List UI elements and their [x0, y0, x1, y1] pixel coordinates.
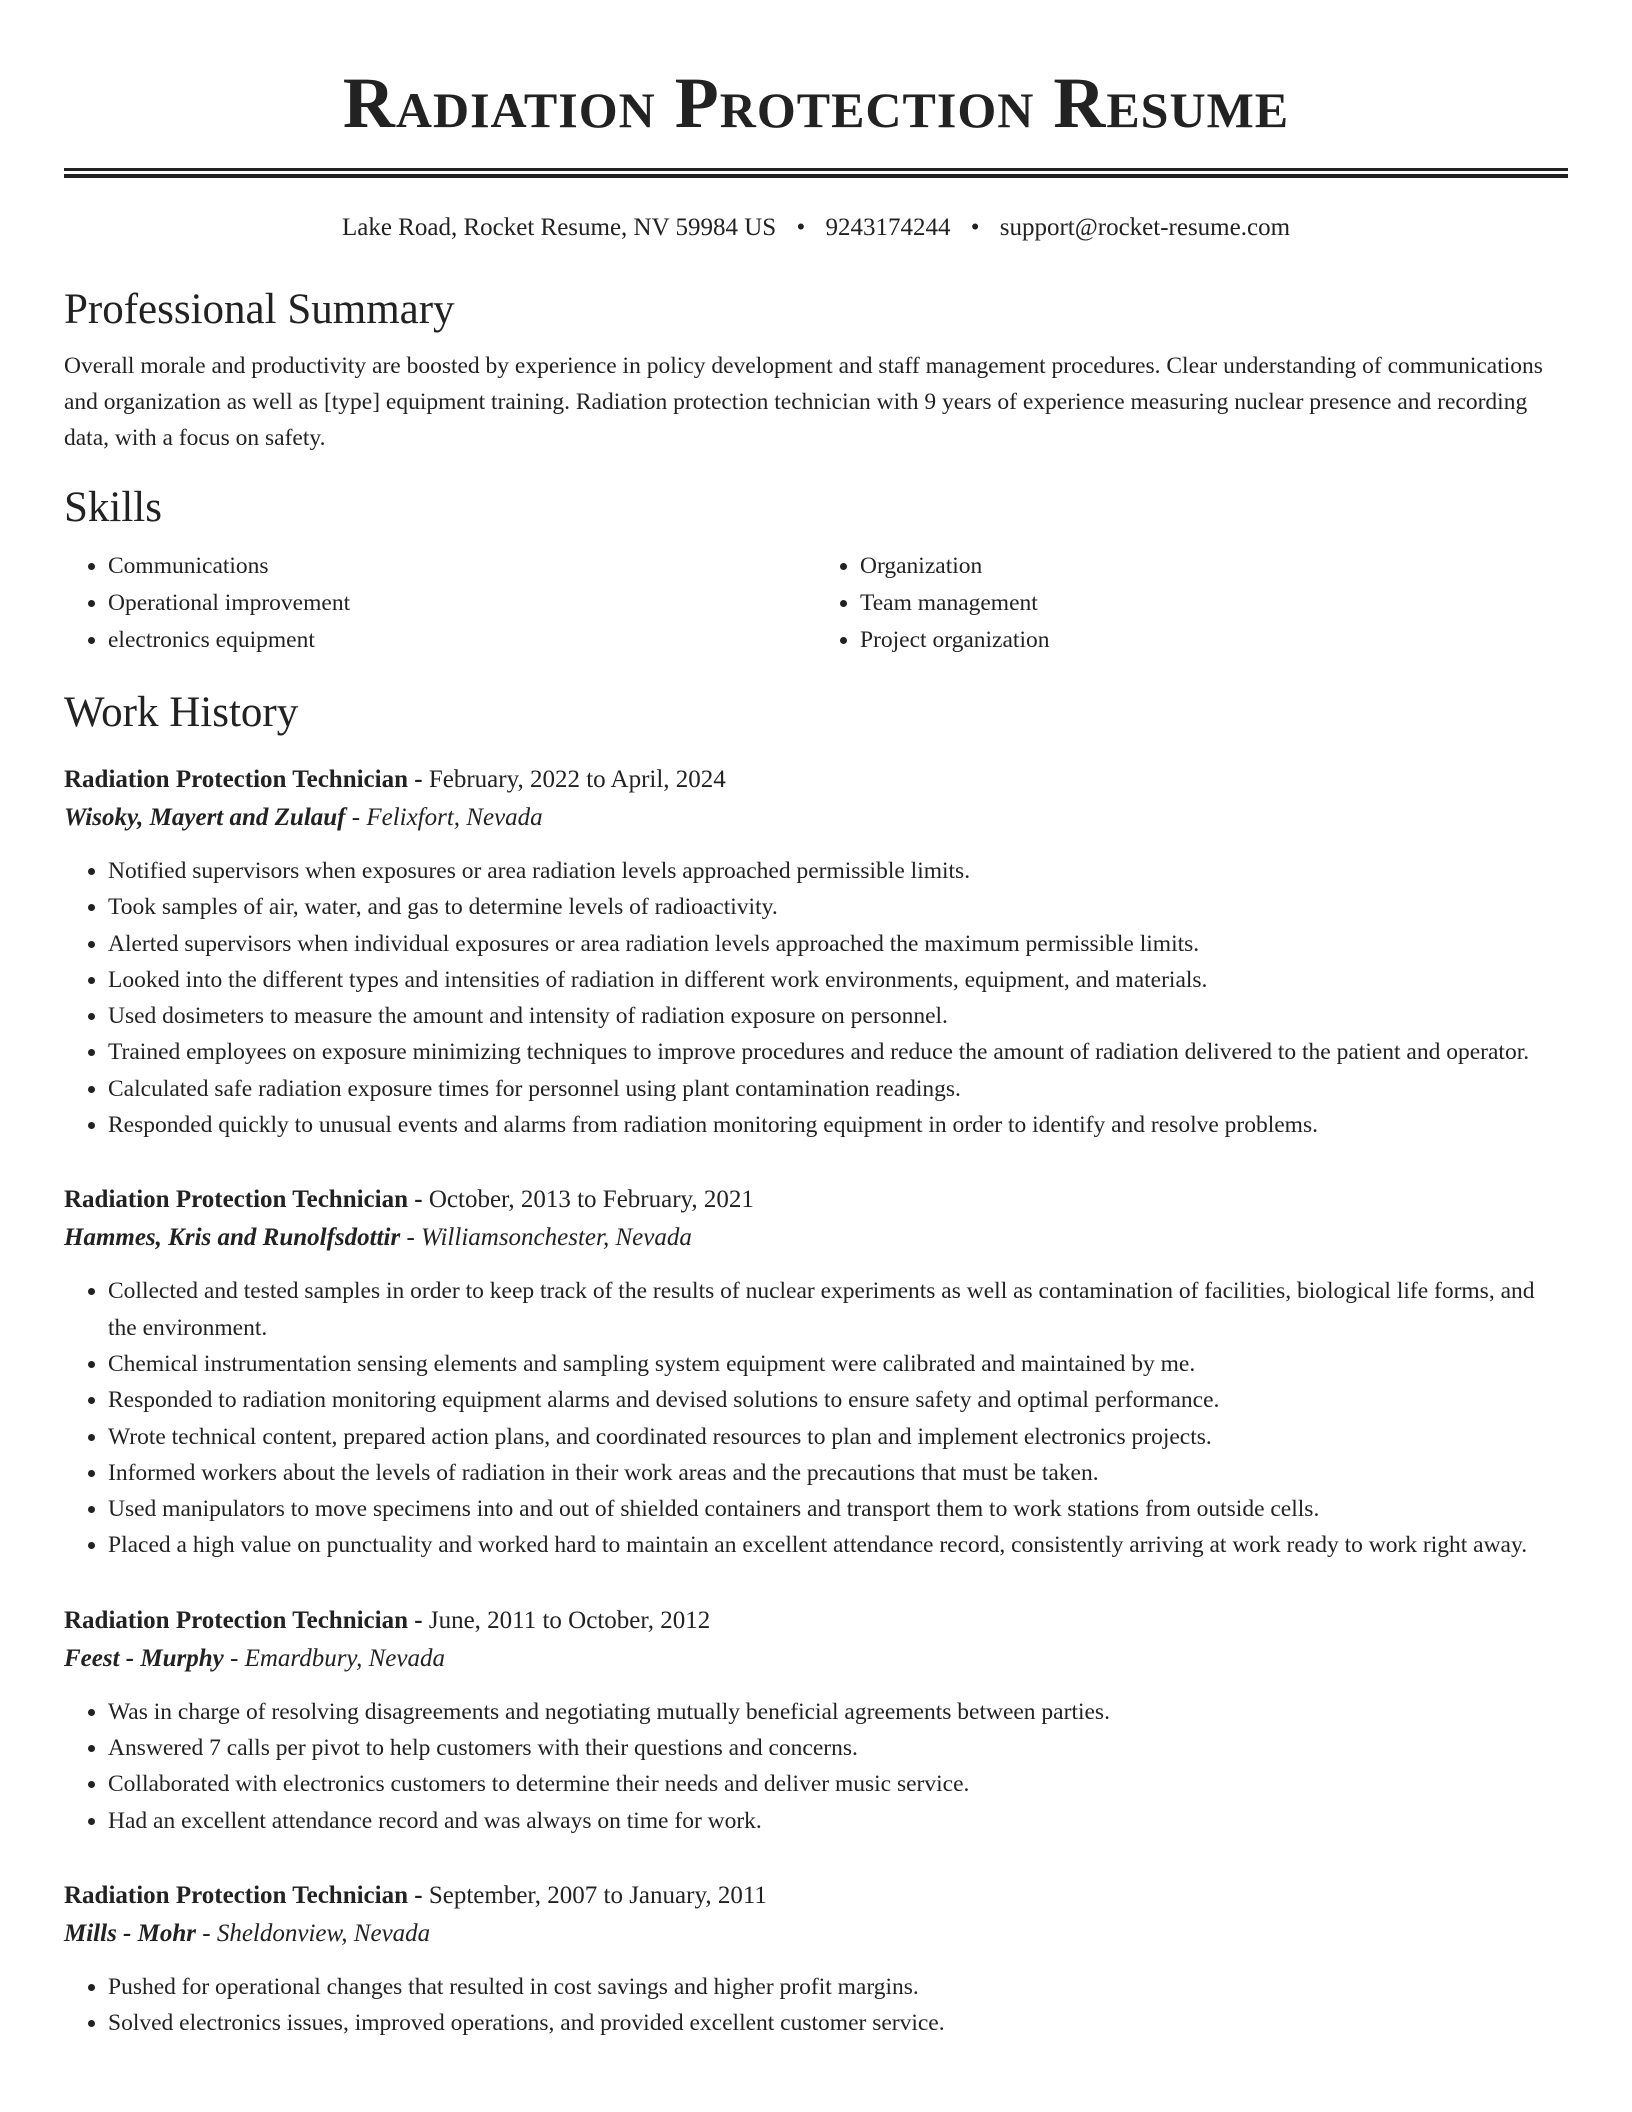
job-bullet: • Notified supervisors when exposures or area radiation levels approached permissible limits.	[108, 853, 1568, 889]
job-bullet: • Took samples of air, water, and gas to determine levels of radioactivity.	[108, 889, 1568, 925]
job-entry	[64, 1877, 1568, 2042]
job-bullet: • Used manipulators to move specimens into and out of shielded containers and transport them to work stations from outside cells.	[108, 1491, 1568, 1527]
job-location: Sheldonview, Nevada	[216, 1919, 431, 1947]
job-bullet: • Wrote technical content, prepared action plans, and coordinated resources to plan and implement electronics projects.	[108, 1419, 1568, 1455]
job-bullet: • Looked into the different types and intensities of radiation in different work environments, equipment, and materials.	[108, 962, 1568, 998]
job-company: Hammes, Kris and Runolfsdottir	[64, 1224, 401, 1252]
job-bullet: • Collaborated with electronics customers to determine their needs and deliver music service.	[108, 1766, 1568, 1802]
job-dash: -	[406, 1224, 415, 1252]
skill-item: • Communications	[108, 548, 816, 585]
job-bullet: • Chemical instrumentation sensing elements and sampling system equipment were calibrated and maintained by me.	[108, 1346, 1568, 1382]
skills-heading: Skills	[64, 484, 162, 531]
job-title-line	[64, 1877, 1568, 1915]
job-title-line	[64, 761, 1568, 799]
contact-address: Lake Road, Rocket Resume, NV 59984 US	[341, 214, 777, 241]
job-title-line	[64, 1602, 1568, 1640]
job-dates: September, 2007 to January, 2011	[428, 1881, 767, 1909]
job-location: Williamsonchester, Nevada	[421, 1224, 692, 1252]
job-bullet: • Was in charge of resolving disagreements and negotiating mutually beneficial agreements between parties.	[108, 1694, 1568, 1730]
job-company-line	[64, 1219, 1568, 1257]
job-bullet: • Used dosimeters to measure the amount and intensity of radiation exposure on personnel.	[108, 998, 1568, 1034]
job-bullet: • Pushed for operational changes that resulted in cost savings and higher profit margins.	[108, 1969, 1568, 2005]
job-dash: -	[229, 1644, 239, 1672]
summary-text: Overall morale and productivity are boosted by experience in policy development and staff management procedures. Clear understanding of communications and organization as well as [type] equipment training. Radiation protection technician with 9 years of experience measuring nuclear presence and recording data, with a focus on safety.	[64, 353, 1543, 451]
contact-separator: •	[796, 214, 806, 241]
contact-email: support@rocket-resume.com	[999, 214, 1291, 241]
skills-column-right	[816, 548, 1568, 659]
skill-item: • Project organization	[860, 622, 1568, 659]
job-bullet: • Placed a high value on punctuality and worked hard to maintain an excellent attendance record, consistently arriving at work ready to work right away.	[108, 1527, 1568, 1563]
job-company: Mills - Mohr	[64, 1919, 196, 1947]
job-company: Feest - Murphy	[64, 1644, 224, 1672]
job-bullet: • Alerted supervisors when individual exposures or area radiation levels approached the maximum permissible limits.	[108, 926, 1568, 962]
work-history-heading: Work History	[64, 689, 299, 736]
job-bullet: • Responded quickly to unusual events and alarms from radiation monitoring equipment in order to identify and resolve problems.	[108, 1107, 1568, 1143]
job-entry	[64, 1602, 1568, 1839]
job-dash: -	[414, 1881, 423, 1909]
job-dates: February, 2022 to April, 2024	[428, 766, 726, 793]
skill-item: • electronics equipment	[108, 622, 816, 659]
job-bullet: • Answered 7 calls per pivot to help customers with their questions and concerns.	[108, 1730, 1568, 1766]
skill-item: • Organization	[860, 548, 1568, 585]
job-bullet: • Solved electronics issues, improved operations, and provided excellent customer service.	[108, 2005, 1568, 2041]
job-location: Emardbury, Nevada	[244, 1644, 446, 1672]
skills-column-left	[64, 548, 816, 659]
job-company-line	[64, 1640, 1568, 1678]
job-bullet: • Had an excellent attendance record and was always on time for work.	[108, 1803, 1568, 1839]
skill-item: • Operational improvement	[108, 585, 816, 622]
job-dash: -	[351, 804, 361, 831]
job-title: Radiation Protection Technician	[64, 1881, 409, 1909]
job-entry	[64, 761, 1568, 1143]
job-entry	[64, 1181, 1568, 1563]
job-bullets	[64, 1969, 1568, 2042]
job-company-line	[64, 1915, 1568, 1953]
job-bullets	[64, 1694, 1568, 1839]
job-dash: -	[414, 766, 423, 793]
job-bullet: • Collected and tested samples in order to keep track of the results of nuclear experiments as well as contamination of facilities, biological life forms, and the environment.	[108, 1273, 1568, 1346]
job-title-line	[64, 1181, 1568, 1219]
job-title: Radiation Protection Technician	[64, 1606, 409, 1634]
title-divider	[64, 168, 1568, 178]
job-title: Radiation Protection Technician	[64, 766, 409, 793]
skills-list	[64, 548, 1568, 659]
contact-separator: •	[970, 214, 980, 241]
job-bullets	[64, 853, 1568, 1143]
job-dates: October, 2013 to February, 2021	[428, 1186, 754, 1214]
job-title: Radiation Protection Technician	[64, 1186, 409, 1214]
job-location: Felixfort, Nevada	[366, 804, 543, 831]
job-bullet: • Calculated safe radiation exposure times for personnel using plant contamination readings.	[108, 1071, 1568, 1107]
job-company: Wisoky, Mayert and Zulauf	[64, 804, 346, 831]
job-company-line	[64, 799, 1568, 837]
job-bullet: • Responded to radiation monitoring equipment alarms and devised solutions to ensure safety and optimal performance.	[108, 1382, 1568, 1418]
contact-phone: 9243174244	[825, 214, 951, 241]
skill-item: • Team management	[860, 585, 1568, 622]
summary-heading: Professional Summary	[64, 286, 455, 333]
job-bullets	[64, 1273, 1568, 1563]
job-dash: -	[202, 1919, 211, 1947]
job-dash: -	[414, 1186, 423, 1214]
job-dates: June, 2011 to October, 2012	[428, 1606, 711, 1634]
job-dash: -	[414, 1606, 423, 1634]
job-bullet: • Informed workers about the levels of radiation in their work areas and the precautions that must be taken.	[108, 1455, 1568, 1491]
contact-line	[64, 212, 1568, 244]
job-bullet: • Trained employees on exposure minimizing techniques to improve procedures and reduce the amount of radiation delivered to the patient and operator.	[108, 1034, 1568, 1070]
resume-title: Radiation Protection Resume	[342, 63, 1290, 143]
